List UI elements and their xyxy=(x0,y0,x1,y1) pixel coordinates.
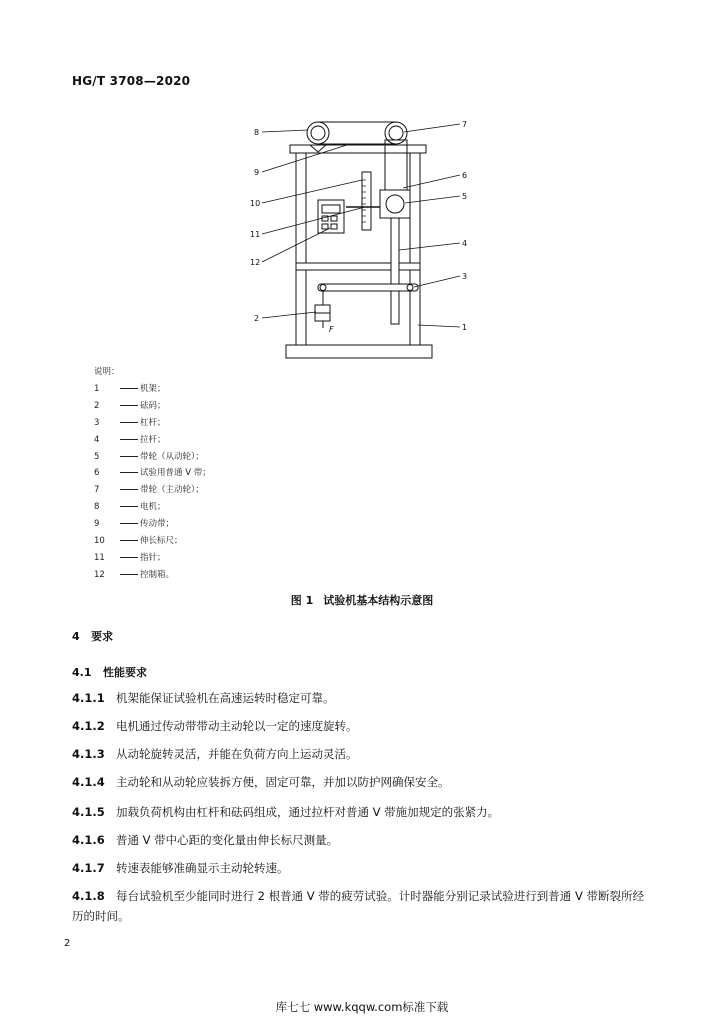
legend-dash xyxy=(120,422,138,423)
callout-leaders xyxy=(262,124,460,327)
legend-number: 8 xyxy=(94,502,100,513)
figure-label: 图 1 xyxy=(290,594,314,607)
legend-dash xyxy=(120,388,138,389)
legend-item xyxy=(94,415,211,432)
clause-4-1-4 xyxy=(72,772,652,792)
clause-4-1-1 xyxy=(72,688,652,708)
legend-title: 说明： xyxy=(94,367,120,377)
legend-item xyxy=(94,381,211,398)
clause-number: 4.1.1 xyxy=(72,691,105,705)
subsection-heading xyxy=(72,664,147,680)
legend-item xyxy=(94,567,211,584)
clause-text: 机架能保证试验机在高速运转时稳定可靠。 xyxy=(116,691,335,705)
callout-12: 12 xyxy=(250,258,261,267)
legend-text: 传动带； xyxy=(140,519,175,530)
callout-1: 1 xyxy=(462,323,468,332)
figure-title: 试验机基本结构示意图 xyxy=(323,594,434,607)
legend-dash xyxy=(120,574,138,575)
legend-text: 机架； xyxy=(140,383,166,394)
section-heading xyxy=(72,628,113,644)
clause-text: 从动轮旋转灵活，并能在负荷方向上运动灵活。 xyxy=(116,747,358,761)
legend-text: 带轮（主动轮）； xyxy=(140,485,204,496)
legend-number: 6 xyxy=(94,468,100,479)
driving-pulley xyxy=(385,122,407,144)
callout-8: 8 xyxy=(254,128,260,137)
motor-pulley xyxy=(307,122,329,144)
legend-text: 砝码； xyxy=(140,400,166,411)
clause-number: 4.1.8 xyxy=(72,889,105,903)
figure-legend xyxy=(94,364,211,584)
clause-text: 电机通过传动带带动主动轮以一定的速度旋转。 xyxy=(116,719,358,733)
legend-item xyxy=(94,550,211,567)
legend-text: 带轮（从动轮）； xyxy=(140,451,204,462)
force-label: F xyxy=(329,325,334,334)
clause-4-1-5 xyxy=(72,802,652,822)
clause-text: 加载负荷机构由杠杆和砝码组成，通过拉杆对普通 V 带施加规定的张紧力。 xyxy=(116,805,500,819)
driven-pulley-box xyxy=(380,190,410,218)
clause-text: 转速表能够准确显示主动轮转速。 xyxy=(116,861,289,875)
legend-dash xyxy=(120,456,138,457)
legend-number: 10 xyxy=(94,536,105,547)
clause-4-1-6 xyxy=(72,830,652,850)
clause-number: 4.1.3 xyxy=(72,747,105,761)
legend-text: 电机； xyxy=(140,502,166,513)
watermark-footer: 库七七 www.kqqw.com标准下载 xyxy=(275,1000,449,1014)
legend-text: 伸长标尺； xyxy=(140,536,183,547)
callout-2: 2 xyxy=(254,314,260,323)
section-title: 要求 xyxy=(91,630,114,643)
legend-number: 9 xyxy=(94,519,100,530)
legend-number: 4 xyxy=(94,434,100,445)
section-number: 4 xyxy=(72,630,80,643)
legend-dash xyxy=(120,540,138,541)
machine-base xyxy=(286,345,432,358)
clause-4-1-3 xyxy=(72,744,652,764)
legend-item xyxy=(94,432,211,449)
page-number: 2 xyxy=(64,938,71,949)
clause-text: 每台试验机至少能同时进行 2 根普通 V 带的疲劳试验。计时器能分别记录试验进行到普通 V 带断裂所经历的时间。 xyxy=(72,889,644,923)
legend-number: 7 xyxy=(94,485,100,496)
callout-11: 11 xyxy=(250,230,261,239)
clause-number: 4.1.2 xyxy=(72,719,105,733)
legend-item xyxy=(94,516,211,533)
legend-dash xyxy=(120,405,138,406)
legend-text: 指针； xyxy=(140,552,166,563)
clause-4-1-2 xyxy=(72,716,652,736)
legend-dash xyxy=(120,557,138,558)
legend-number: 11 xyxy=(94,552,105,563)
frame-left-post xyxy=(296,148,306,345)
legend-item xyxy=(94,533,211,550)
lever xyxy=(318,284,418,291)
callout-5: 5 xyxy=(462,192,468,201)
legend-number: 12 xyxy=(94,569,105,580)
figure-caption xyxy=(0,592,724,608)
legend-item xyxy=(94,449,211,466)
subsection-number: 4.1 xyxy=(72,666,92,679)
clause-text: 主动轮和从动轮应装拆方便，固定可靠，并加以防护网确保安全。 xyxy=(116,775,450,789)
frame-middle-beam xyxy=(296,263,420,270)
legend-item xyxy=(94,482,211,499)
subsection-title: 性能要求 xyxy=(103,666,147,679)
clause-4-1-8 xyxy=(72,886,652,926)
clause-number: 4.1.5 xyxy=(72,805,105,819)
frame-right-post xyxy=(410,148,420,345)
clause-4-1-7 xyxy=(72,858,652,878)
legend-dash xyxy=(120,472,138,473)
legend-item xyxy=(94,499,211,516)
clause-number: 4.1.7 xyxy=(72,861,105,875)
legend-number: 1 xyxy=(94,383,100,394)
callout-10: 10 xyxy=(250,199,261,208)
callout-3: 3 xyxy=(462,272,468,281)
legend-text: 试验用普通 V 带； xyxy=(140,468,211,479)
legend-text: 杠杆； xyxy=(140,417,166,428)
callout-4: 4 xyxy=(462,239,468,248)
legend-item xyxy=(94,465,211,482)
callout-6: 6 xyxy=(462,171,468,180)
clause-number: 4.1.4 xyxy=(72,775,105,789)
legend-number: 2 xyxy=(94,400,100,411)
extension-ruler xyxy=(362,172,371,230)
legend-dash xyxy=(120,489,138,490)
clause-text: 普通 V 带中心距的变化量由伸长标尺测量。 xyxy=(116,833,339,847)
callout-7: 7 xyxy=(462,120,468,129)
clause-number: 4.1.6 xyxy=(72,833,105,847)
legend-item xyxy=(94,398,211,415)
legend-number: 5 xyxy=(94,451,100,462)
legend-dash xyxy=(120,439,138,440)
callout-9: 9 xyxy=(254,168,260,177)
legend-text: 拉杆； xyxy=(140,434,166,445)
legend-text: 控制箱。 xyxy=(140,569,175,580)
legend-dash xyxy=(120,523,138,524)
pull-rod xyxy=(391,218,399,324)
frame-top-beam xyxy=(290,145,426,153)
legend-dash xyxy=(120,506,138,507)
document-code: HG/T 3708—2020 xyxy=(72,74,191,88)
legend-number: 3 xyxy=(94,417,100,428)
